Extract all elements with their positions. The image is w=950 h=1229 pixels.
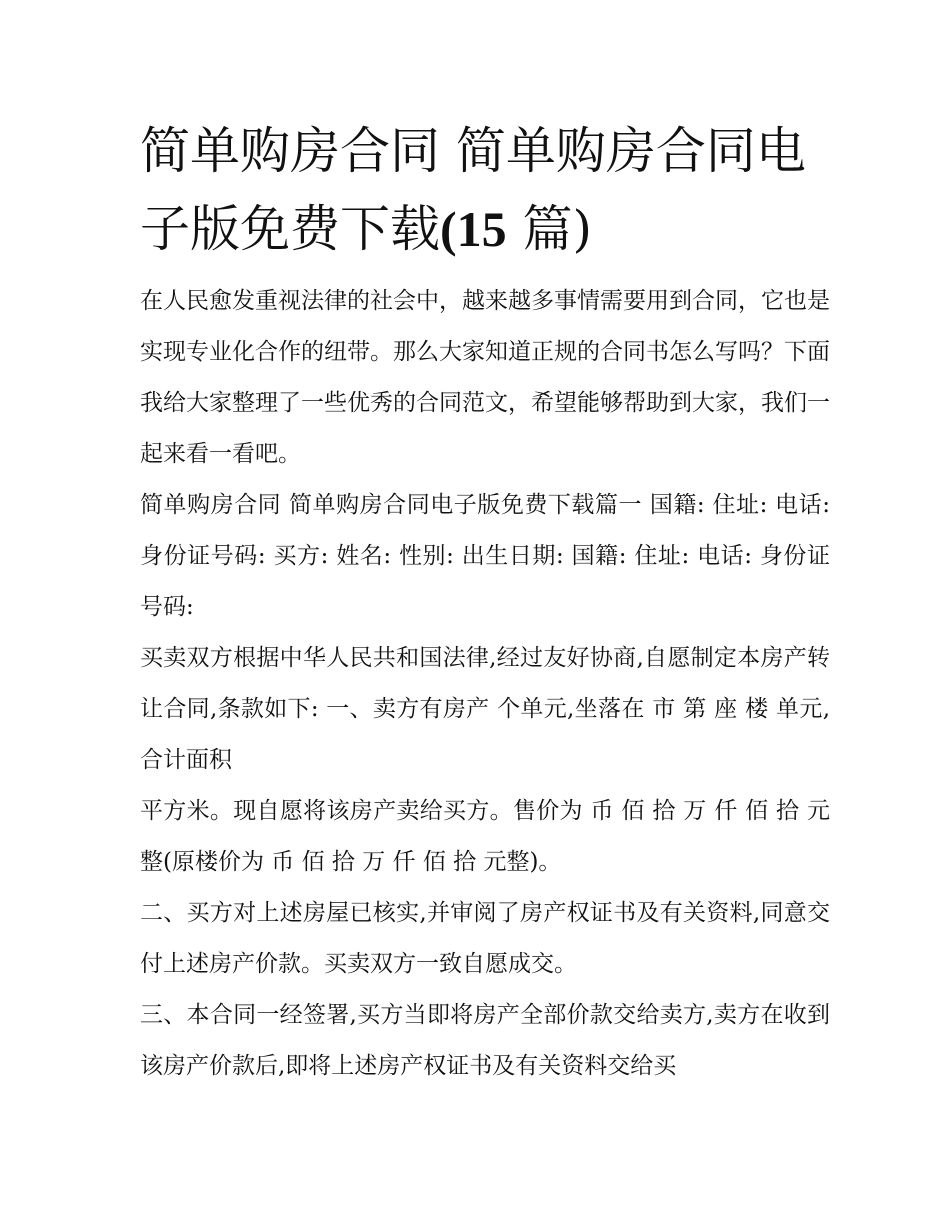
document-title (140, 112, 830, 268)
paragraph-price: 平方米。现自愿将该房产卖给买方。售价为 币 佰 拾 万 仟 佰 拾 元整(原楼价为 币 佰 拾 万 仟 佰 拾 元整)。 (140, 798, 830, 875)
title-suffix: 篇) (506, 200, 593, 258)
paragraph-intro: 在人民愈发重视法律的社会中，越来越多事情需要用到合同，它也是实现专业化合作的纽带。那么大家知道正规的合同书怎么写吗？下面我给大家整理了一些优秀的合同范文，希望能够帮助到大家，我们一起来看一看吧。 (140, 288, 830, 467)
document-body (140, 276, 830, 1092)
paragraph-clause-3: 三、本合同一经签署,买方当即将房产全部价款交给卖方,卖方在收到该房产价款后,即将上述房产权证书及有关资料交给买 (140, 1002, 830, 1079)
paragraph-parties: 简单购房合同 简单购房合同电子版免费下载篇一 国籍: 住址: 电话: 身份证号码: 买方: 姓名: 性别: 出生日期: 国籍: 住址: 电话: 身份证号码: (140, 492, 830, 620)
paragraph-clause-1: 买卖双方根据中华人民共和国法律,经过友好协商,自愿制定本房产转让合同,条款如下: 一、卖方有房产 个单元,坐落在 市 第 座 楼 单元,合计面积 (140, 645, 830, 773)
title-text: 简单购房合同 简单购房合同电子版免费下载 (140, 122, 806, 258)
paragraph-clause-2: 二、买方对上述房屋已核实,并审阅了房产权证书及有关资料,同意交付上述房产价款。买卖双方一致自愿成交。 (140, 900, 830, 977)
title-number: (15 (440, 201, 507, 257)
